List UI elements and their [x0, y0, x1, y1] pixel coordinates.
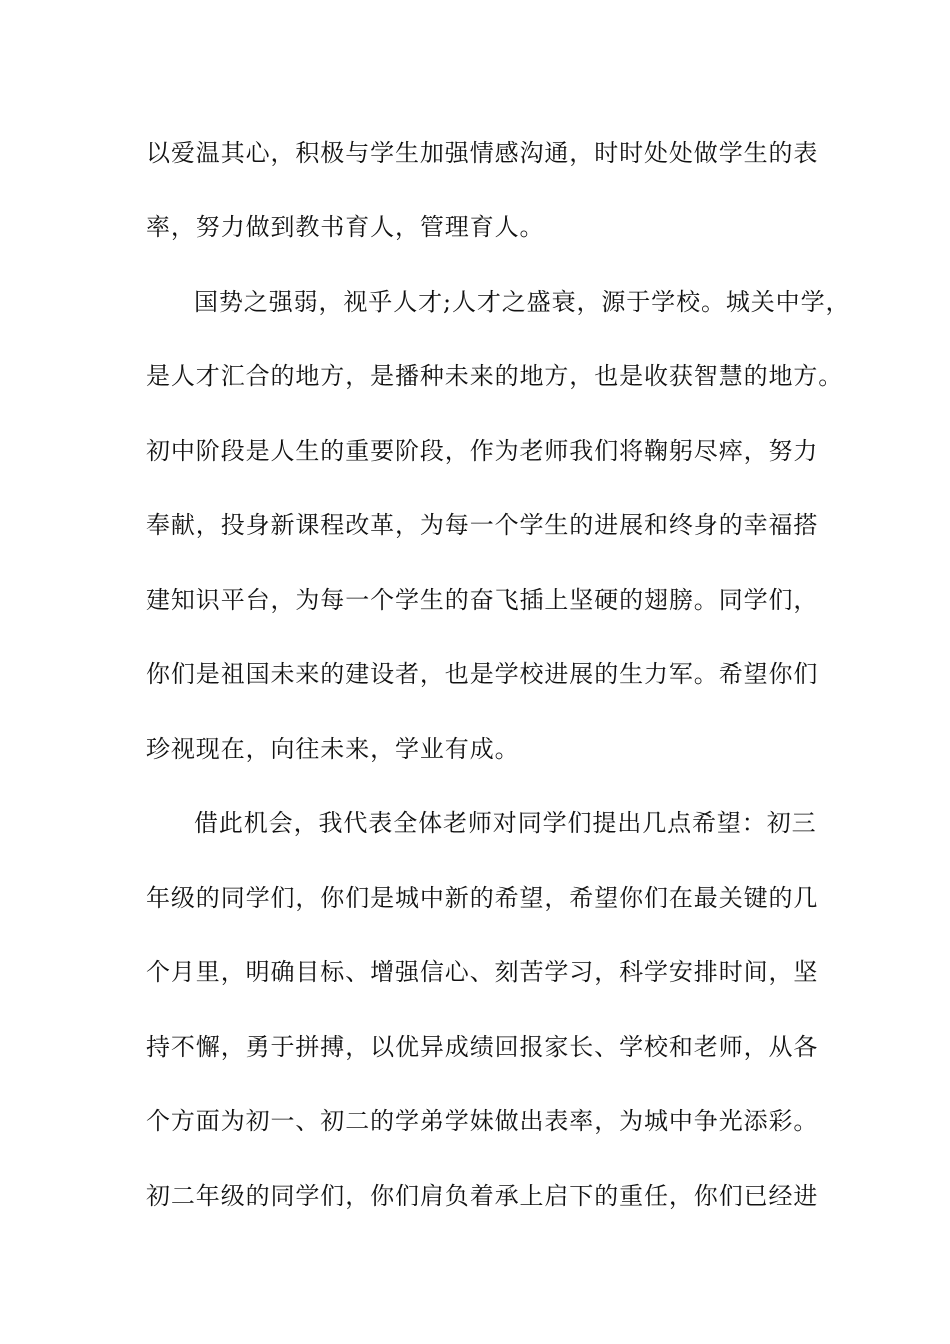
text-line-8: 你们是祖国未来的建设者，也是学校进展的生力军。希望你们 [146, 660, 819, 688]
text-line-7: 建知识平台，为每一个学生的奋飞插上坚硬的翅膀。同学们， [146, 586, 819, 614]
text-line-11: 年级的同学们，你们是城中新的希望，希望你们在最关键的几 [146, 884, 819, 912]
text-line-9: 珍视现在，向往未来，学业有成。 [146, 735, 520, 763]
text-line-1: 以爱温其心，积极与学生加强情感沟通，时时处处做学生的表 [146, 139, 819, 167]
text-line-15: 初二年级的同学们，你们肩负着承上启下的重任，你们已经进 [146, 1182, 819, 1210]
text-line-14: 个方面为初一、初二的学弟学妹做出表率，为城中争光添彩。 [146, 1107, 819, 1135]
paragraph-line-1: 国势之强弱，视乎人才;人才之盛衰，源于学校。城关中学， [194, 288, 851, 316]
text-line-12: 个月里，明确目标、增强信心、刻苦学习，科学安排时间，坚 [146, 958, 819, 986]
text-line-6: 奉献，投身新课程改革，为每一个学生的进展和终身的幸福搭 [146, 511, 819, 539]
text-line-5: 初中阶段是人生的重要阶段，作为老师我们将鞠躬尽瘁，努力 [146, 437, 819, 465]
text-line-13: 持不懈，勇于拼搏，以优异成绩回报家长、学校和老师，从各 [146, 1033, 819, 1061]
text-line-2: 率，努力做到教书育人，管理育人。 [146, 213, 545, 241]
text-line-4: 是人才汇合的地方，是播种未来的地方，也是收获智慧的地方。 [146, 362, 844, 390]
paragraph-line-2: 借此机会，我代表全体老师对同学们提出几点希望：初三 [194, 809, 817, 837]
